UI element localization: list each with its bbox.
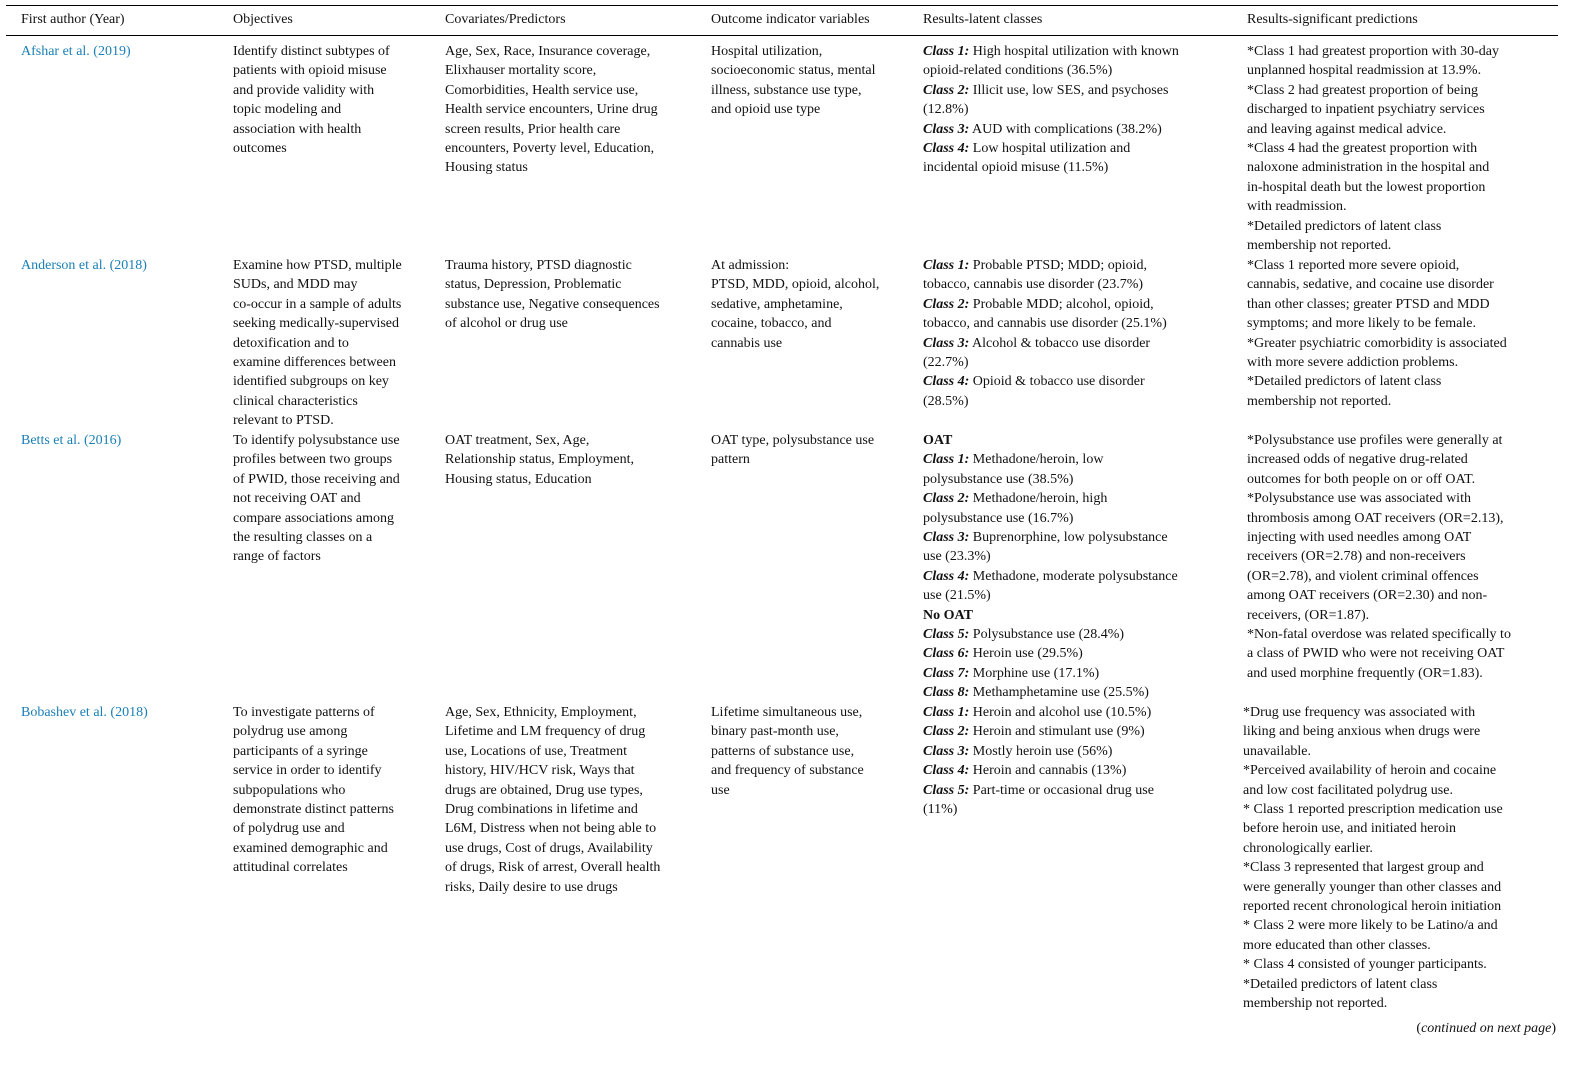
header-objectives: Objectives	[233, 12, 293, 27]
latent-classes-cell	[923, 703, 1154, 819]
prediction-line: *Class 1 reported more severe opioid,	[1247, 258, 1460, 273]
class-description: Methadone/heroin, high	[969, 491, 1108, 507]
objectives-line: examined demographic and	[233, 840, 388, 856]
author-link[interactable]: Bobashev et al. (2018)	[21, 705, 148, 720]
prediction-line: *Non-fatal overdose was related specifically to	[1247, 627, 1511, 643]
objectives-line: patients with opioid misuse	[233, 63, 387, 79]
prediction-line: and used morphine frequently (OR=1.83).	[1247, 665, 1483, 681]
prediction-line: *Polysubstance use profiles were generally at	[1247, 433, 1503, 448]
latent-class-entry	[923, 42, 1179, 61]
objectives-line: SUDs, and MDD may	[233, 277, 358, 293]
objectives-line: polydrug use among	[233, 724, 348, 740]
latent-classes-cell	[923, 42, 1179, 178]
class-label: Class 1:	[923, 452, 970, 468]
covariates-line: Comorbidities, Health service use,	[445, 82, 639, 98]
prediction-line: than other classes; greater PTSD and MDD	[1247, 296, 1490, 312]
prediction-line: were generally younger than other classes and	[1243, 879, 1502, 895]
outcomes-line: OAT type, polysubstance use	[711, 433, 875, 448]
prediction-line: receivers, (OR=1.87).	[1247, 607, 1370, 623]
objectives-line: detoxification and to	[233, 335, 349, 351]
latent-class-entry	[923, 450, 1178, 469]
covariates-line: L6M, Distress when not being able to	[445, 821, 657, 837]
group-heading-oat: OAT	[923, 433, 953, 448]
prediction-line: before heroin use, and initiated heroin	[1243, 821, 1457, 837]
objectives-line: Identify distinct subtypes of	[233, 44, 390, 59]
author-link[interactable]: Betts et al. (2016)	[21, 433, 122, 448]
class-description: Heroin use (29.5%)	[969, 646, 1083, 662]
latent-class-entry	[923, 139, 1179, 158]
prediction-line: increased odds of negative drug-related	[1247, 452, 1468, 468]
latent-class-entry	[923, 334, 1167, 353]
class-description-cont: tobacco, cannabis use disorder (23.7%)	[923, 277, 1144, 293]
prediction-line: chronologically earlier.	[1243, 840, 1373, 856]
latent-class-entry	[923, 256, 1167, 275]
prediction-line: among OAT receivers (OR=2.30) and non-	[1247, 588, 1488, 604]
class-label: Class 2:	[923, 296, 970, 312]
class-description-cont: use (23.3%)	[923, 549, 991, 565]
covariates-line: Housing status, Education	[445, 471, 592, 487]
objectives-cell	[233, 703, 394, 878]
prediction-line: *Detailed predictors of latent class	[1247, 374, 1442, 390]
top-rule	[6, 5, 1558, 6]
header-latent-classes: Results-latent classes	[923, 12, 1043, 27]
prediction-line: *Drug use frequency was associated with	[1243, 705, 1476, 720]
outcomes-cell	[711, 256, 879, 353]
covariates-line: screen results, Prior health care	[445, 121, 621, 137]
latent-class-entry	[923, 625, 1178, 644]
prediction-line: membership not reported.	[1247, 238, 1392, 254]
class-description: Heroin and stimulant use (9%)	[969, 724, 1145, 740]
latent-class-entry	[923, 664, 1178, 683]
latent-class-entry	[923, 295, 1167, 314]
prediction-line: receivers (OR=2.78) and non-receivers	[1247, 549, 1466, 565]
objectives-line: clinical characteristics	[233, 393, 358, 409]
prediction-line: injecting with used needles among OAT	[1247, 530, 1472, 546]
latent-class-entry	[923, 781, 1154, 800]
class-description-cont: (12.8%)	[923, 102, 969, 118]
prediction-line: unavailable.	[1243, 743, 1312, 759]
prediction-line: *Polysubstance use was associated with	[1247, 491, 1471, 507]
class-label: Class 1:	[923, 258, 970, 273]
outcomes-line: and frequency of substance	[711, 763, 864, 779]
objectives-line: Examine how PTSD, multiple	[233, 258, 402, 273]
prediction-line: and leaving against medical advice.	[1247, 121, 1447, 137]
class-description-cont: (11%)	[923, 802, 958, 818]
class-description: Methadone, moderate polysubstance	[969, 568, 1178, 584]
outcomes-line: illness, substance use type,	[711, 82, 862, 98]
class-description: Opioid & tobacco use disorder	[969, 374, 1145, 390]
prediction-line: symptoms; and more likely to be female.	[1247, 316, 1477, 332]
class-description: Low hospital utilization and	[969, 141, 1131, 157]
prediction-line: more educated than other classes.	[1243, 937, 1431, 953]
covariates-line: Relationship status, Employment,	[445, 452, 634, 468]
class-label: Class 4:	[923, 374, 970, 390]
class-label: Class 2:	[923, 724, 970, 740]
class-label: Class 5:	[923, 627, 970, 643]
class-description: Methadone/heroin, low	[969, 452, 1104, 468]
prediction-line: *Perceived availability of heroin and cocaine	[1243, 763, 1497, 779]
objectives-line: To investigate patterns of	[233, 705, 375, 720]
covariates-line: Drug combinations in lifetime and	[445, 802, 638, 818]
objectives-line: outcomes	[233, 141, 287, 157]
prediction-line: thrombosis among OAT receivers (OR=2.13),	[1247, 510, 1504, 526]
latent-class-entry	[923, 120, 1179, 139]
latent-class-entry	[923, 81, 1179, 100]
objectives-cell	[233, 256, 402, 431]
continued-note: (continued on next page)	[1416, 1021, 1556, 1036]
class-label: Class 6:	[923, 646, 970, 662]
outcomes-line: Lifetime simultaneous use,	[711, 705, 863, 720]
class-description-cont: polysubstance use (16.7%)	[923, 510, 1074, 526]
covariates-line: use, Locations of use, Treatment	[445, 743, 627, 759]
prediction-line: *Class 2 had greatest proportion of being	[1247, 82, 1478, 98]
class-description: Part-time or occasional drug use	[969, 782, 1154, 798]
predictions-cell	[1243, 703, 1503, 1014]
objectives-cell	[233, 42, 390, 158]
objectives-line: relevant to PTSD.	[233, 413, 334, 429]
class-description-cont: tobacco, and cannabis use disorder (25.1%)	[923, 316, 1167, 332]
class-description-cont: incidental opioid misuse (11.5%)	[923, 160, 1109, 176]
class-description: Buprenorphine, low polysubstance	[969, 530, 1168, 546]
prediction-line: and low cost facilitated polydrug use.	[1243, 782, 1453, 798]
predictions-cell	[1247, 256, 1507, 411]
covariates-cell	[445, 703, 660, 897]
latent-class-entry	[923, 742, 1154, 761]
latent-class-entry	[923, 567, 1178, 586]
covariates-cell	[445, 431, 634, 489]
class-label: Class 3:	[923, 335, 970, 351]
outcomes-line: Hospital utilization,	[711, 44, 823, 59]
prediction-line: *Detailed predictors of latent class	[1247, 218, 1442, 234]
class-label: Class 3:	[923, 743, 970, 759]
class-label: Class 5:	[923, 782, 970, 798]
covariates-cell	[445, 42, 658, 178]
outcomes-line: use	[711, 782, 730, 798]
class-label: Class 3:	[923, 530, 970, 546]
prediction-line: with more severe addiction problems.	[1247, 355, 1459, 371]
class-description-cont: opioid-related conditions (36.5%)	[923, 63, 1113, 79]
outcomes-line: pattern	[711, 452, 750, 468]
covariates-line: Age, Sex, Race, Insurance coverage,	[445, 44, 651, 59]
prediction-line: *Greater psychiatric comorbidity is associated	[1247, 335, 1507, 351]
objectives-line: service in order to identify	[233, 763, 382, 779]
class-label: Class 1:	[923, 44, 970, 59]
covariates-line: Lifetime and LM frequency of drug	[445, 724, 646, 740]
objectives-line: subpopulations who	[233, 782, 346, 798]
class-description: Mostly heroin use (56%)	[969, 743, 1113, 759]
outcomes-line: sedative, amphetamine,	[711, 296, 843, 312]
prediction-line: *Detailed predictors of latent class	[1243, 976, 1438, 992]
header-author: First author (Year)	[21, 12, 125, 27]
latent-class-entry	[923, 372, 1167, 391]
objectives-line: not receiving OAT and	[233, 491, 361, 507]
objectives-line: topic modeling and	[233, 102, 342, 118]
objectives-line: association with health	[233, 121, 362, 137]
covariates-line: use drugs, Cost of drugs, Availability	[445, 840, 653, 856]
latent-class-entry	[923, 644, 1178, 663]
header-rule	[6, 35, 1558, 36]
covariates-line: encounters, Poverty level, Education,	[445, 141, 655, 157]
covariates-cell	[445, 256, 660, 334]
prediction-line: reported recent chronological heroin initiation	[1243, 899, 1502, 915]
prediction-line: with readmission.	[1247, 199, 1347, 215]
objectives-line: To identify polysubstance use	[233, 433, 400, 448]
group-heading-no-oat: No OAT	[923, 607, 973, 623]
outcomes-cell	[711, 703, 864, 800]
objectives-line: of polydrug use and	[233, 821, 345, 837]
header-predictions: Results-significant predictions	[1247, 12, 1418, 27]
covariates-line: Housing status	[445, 160, 528, 176]
class-description: Morphine use (17.1%)	[969, 665, 1100, 681]
outcomes-line: binary past-month use,	[711, 724, 839, 740]
class-label: Class 2:	[923, 82, 970, 98]
objectives-line: and provide validity with	[233, 82, 375, 98]
class-description-cont: (28.5%)	[923, 393, 969, 409]
covariates-line: drugs are obtained, Drug use types,	[445, 782, 643, 798]
outcomes-line: At admission:	[711, 258, 790, 273]
objectives-line: attitudinal correlates	[233, 860, 348, 876]
prediction-line: discharged to inpatient psychiatry services	[1247, 102, 1485, 118]
class-label: Class 8:	[923, 685, 970, 701]
class-description-cont: polysubstance use (38.5%)	[923, 471, 1074, 487]
latent-class-entry	[923, 761, 1154, 780]
class-description: Probable MDD; alcohol, opioid,	[969, 296, 1154, 312]
author-link[interactable]: Anderson et al. (2018)	[21, 258, 147, 273]
outcomes-cell	[711, 42, 875, 120]
covariates-line: of drugs, Risk of arrest, Overall health	[445, 860, 661, 876]
covariates-line: Health service encounters, Urine drug	[445, 102, 658, 118]
latent-class-entry	[923, 722, 1154, 741]
class-description: Methamphetamine use (25.5%)	[969, 685, 1149, 701]
class-description: AUD with complications (38.2%)	[969, 121, 1162, 137]
predictions-cell	[1247, 42, 1499, 255]
class-description: Probable PTSD; MDD; opioid,	[969, 258, 1148, 273]
outcomes-line: and opioid use type	[711, 102, 821, 118]
predictions-cell	[1247, 431, 1511, 683]
class-description: High hospital utilization with known	[969, 44, 1179, 59]
prediction-line: (OR=2.78), and violent criminal offences	[1247, 568, 1479, 584]
header-covariates: Covariates/Predictors	[445, 12, 566, 27]
outcomes-line: socioeconomic status, mental	[711, 63, 876, 79]
class-description: Alcohol & tobacco use disorder	[969, 335, 1151, 351]
prediction-line: * Class 1 reported prescription medication use	[1243, 802, 1503, 818]
covariates-line: status, Depression, Problematic	[445, 277, 622, 293]
covariates-line: substance use, Negative consequences	[445, 296, 660, 312]
objectives-line: demonstrate distinct patterns	[233, 802, 394, 818]
objectives-line: examine differences between	[233, 355, 396, 371]
covariates-line: Age, Sex, Ethnicity, Employment,	[445, 705, 637, 720]
objectives-line: the resulting classes on a	[233, 530, 373, 546]
latent-class-entry	[923, 683, 1178, 702]
prediction-line: membership not reported.	[1243, 996, 1388, 1012]
covariates-line: risks, Daily desire to use drugs	[445, 879, 618, 895]
prediction-line: *Class 3 represented that largest group and	[1243, 860, 1484, 876]
prediction-line: outcomes for both people on or off OAT.	[1247, 471, 1476, 487]
class-label: Class 4:	[923, 141, 970, 157]
objectives-line: profiles between two groups	[233, 452, 393, 468]
outcomes-cell	[711, 431, 874, 470]
covariates-line: Trauma history, PTSD diagnostic	[445, 258, 632, 273]
class-label: Class 4:	[923, 568, 970, 584]
objectives-line: participants of a syringe	[233, 743, 368, 759]
objectives-line: compare associations among	[233, 510, 394, 526]
class-description: Polysubstance use (28.4%)	[969, 627, 1125, 643]
prediction-line: * Class 4 consisted of younger participants.	[1243, 957, 1487, 973]
covariates-line: of alcohol or drug use	[445, 316, 568, 332]
objectives-cell	[233, 431, 400, 567]
outcomes-line: PTSD, MDD, opioid, alcohol,	[711, 277, 880, 293]
latent-class-entry	[923, 703, 1154, 722]
covariates-line: history, HIV/HCV risk, Ways that	[445, 763, 635, 779]
prediction-line: a class of PWID who were not receiving OAT	[1247, 646, 1505, 662]
prediction-line: unplanned hospital readmission at 13.9%.	[1247, 63, 1482, 79]
class-description: Illicit use, low SES, and psychoses	[969, 82, 1169, 98]
class-label: Class 7:	[923, 665, 970, 681]
prediction-line: *Class 1 had greatest proportion with 30-day	[1247, 44, 1499, 59]
latent-classes-cell	[923, 431, 1178, 703]
latent-class-entry	[923, 489, 1178, 508]
objectives-line: of PWID, those receiving and	[233, 471, 400, 487]
latent-class-entry	[923, 528, 1178, 547]
objectives-line: range of factors	[233, 549, 321, 565]
class-label: Class 3:	[923, 121, 970, 137]
prediction-line: in-hospital death but the lowest proportion	[1247, 179, 1486, 195]
header-outcomes: Outcome indicator variables	[711, 12, 870, 27]
objectives-line: co-occur in a sample of adults	[233, 296, 402, 312]
outcomes-line: cocaine, tobacco, and	[711, 316, 832, 332]
objectives-line: identified subgroups on key	[233, 374, 389, 390]
class-description-cont: (22.7%)	[923, 355, 969, 371]
latent-classes-cell	[923, 256, 1167, 411]
class-description: Heroin and cannabis (13%)	[969, 763, 1127, 779]
prediction-line: liking and being anxious when drugs were	[1243, 724, 1481, 740]
outcomes-line: cannabis use	[711, 335, 783, 351]
outcomes-line: patterns of substance use,	[711, 743, 855, 759]
objectives-line: seeking medically-supervised	[233, 316, 400, 332]
class-label: Class 4:	[923, 763, 970, 779]
covariates-line: OAT treatment, Sex, Age,	[445, 433, 590, 448]
prediction-line: *Class 4 had the greatest proportion with	[1247, 141, 1478, 157]
prediction-line: membership not reported.	[1247, 393, 1392, 409]
class-label: Class 1:	[923, 705, 970, 720]
prediction-line: * Class 2 were more likely to be Latino/a and	[1243, 918, 1498, 934]
author-link[interactable]: Afshar et al. (2019)	[21, 44, 131, 59]
prediction-line: cannabis, sedative, and cocaine use disorder	[1247, 277, 1494, 293]
class-description: Heroin and alcohol use (10.5%)	[969, 705, 1152, 720]
covariates-line: Elixhauser mortality score,	[445, 63, 597, 79]
prediction-line: naloxone administration in the hospital and	[1247, 160, 1490, 176]
class-description-cont: use (21.5%)	[923, 588, 991, 604]
class-label: Class 2:	[923, 491, 970, 507]
